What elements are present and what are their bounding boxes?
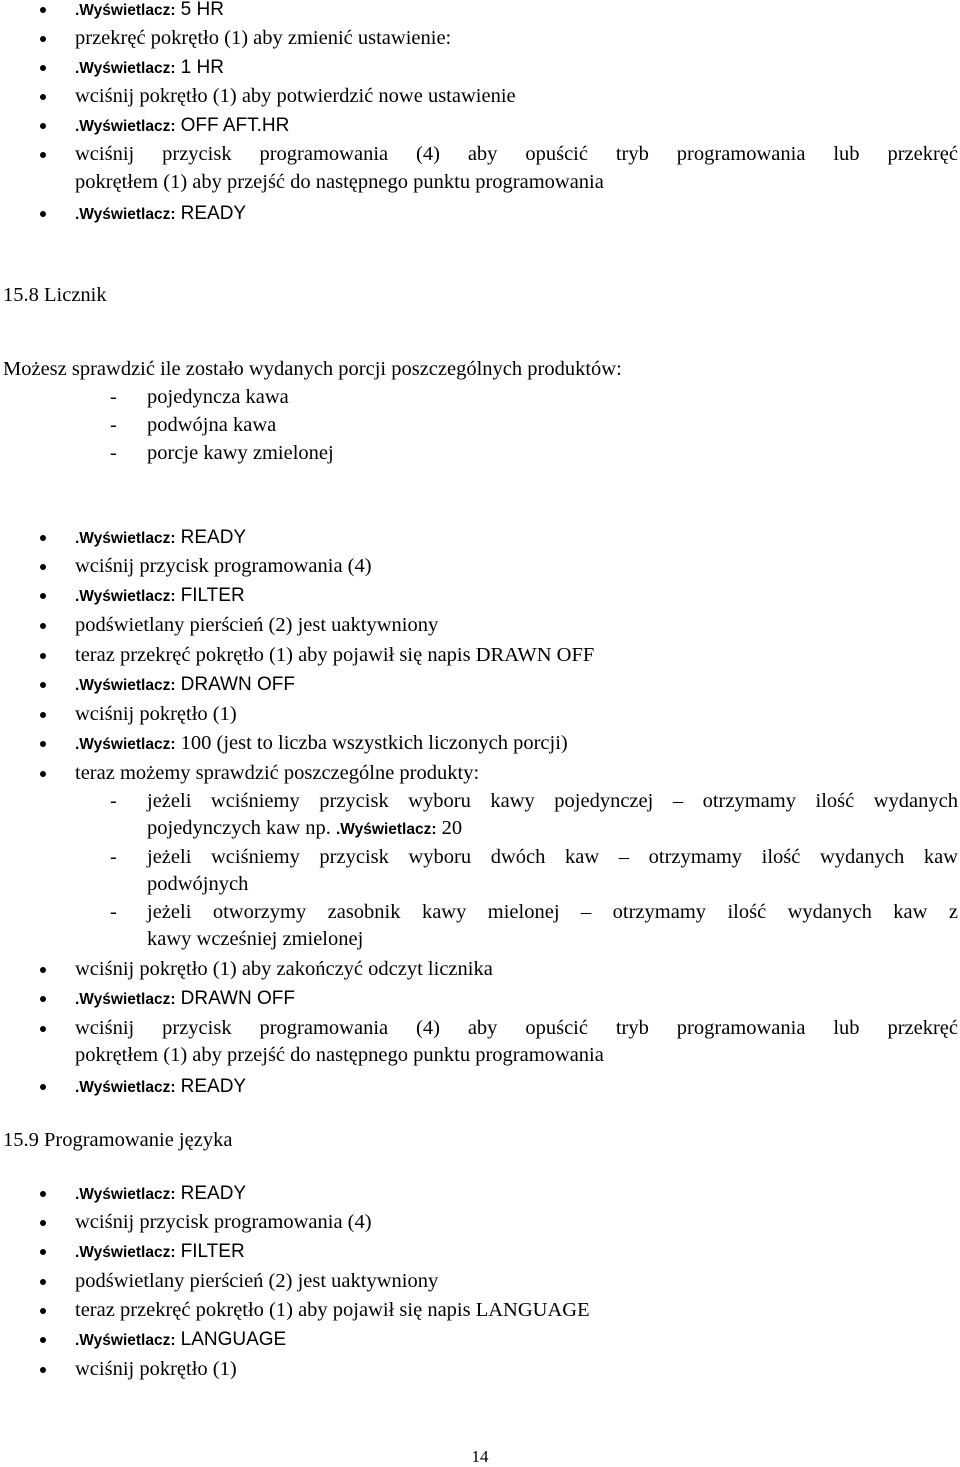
step-text: teraz możemy sprawdzić poszczególne produkty:	[75, 761, 960, 785]
step-display: .Wyświetlacz: READY	[75, 1074, 960, 1100]
bullet-icon	[40, 1191, 46, 1197]
bullet-icon	[40, 712, 46, 718]
bullet-icon	[40, 535, 46, 541]
step-text: teraz przekręć pokrętło (1) aby pojawił się napis DRAWN OFF	[75, 643, 960, 667]
step-text: wciśnij pokrętło (1)	[75, 1357, 960, 1381]
bullet-icon	[40, 564, 46, 570]
page-number: 14	[471, 1447, 489, 1466]
bullet-icon	[40, 967, 46, 973]
bullet-icon	[40, 123, 46, 129]
step-text: wciśnij pokrętło (1) aby potwierdzić nowe ustawienie	[75, 84, 960, 108]
step-text: wciśnij przycisk programowania (4)	[75, 1210, 960, 1234]
bullet-icon	[40, 152, 46, 158]
bullet-icon	[40, 996, 46, 1002]
bullet-icon	[40, 7, 46, 13]
bullet-icon	[40, 211, 46, 217]
step-text: wciśnij pokrętło (1)	[75, 702, 960, 726]
step-display: .Wyświetlacz: FILTER	[75, 583, 960, 609]
section-intro: Możesz sprawdzić ile zostało wydanych porcji poszczególnych produktów:	[3, 358, 622, 380]
step-text: przekręć pokrętło (1) aby zmienić ustawienie:	[75, 26, 960, 50]
bullet-icon	[40, 94, 46, 100]
step-text: wciśnij pokrętło (1) aby zakończyć odczyt licznika	[75, 957, 960, 981]
step-display: .Wyświetlacz: 1 HR	[75, 55, 960, 81]
section-heading: 15.9 Programowanie języka	[3, 1129, 233, 1151]
step-display: .Wyświetlacz: LANGUAGE	[75, 1327, 960, 1353]
bullet-icon	[40, 1279, 46, 1285]
step-display: .Wyświetlacz: FILTER	[75, 1239, 960, 1265]
step-text: podświetlany pierścień (2) jest uaktywniony	[75, 1269, 960, 1293]
bullet-icon	[40, 1367, 46, 1373]
bullet-icon	[40, 1249, 46, 1255]
bullet-icon	[40, 1084, 46, 1090]
step-text: wciśnij przycisk programowania (4) aby opuścić tryb programowania lub przekręć	[75, 1016, 958, 1040]
bullet-icon	[40, 1026, 46, 1032]
step-text: wciśnij przycisk programowania (4)	[75, 554, 960, 578]
step-display: .Wyświetlacz: READY	[75, 1181, 960, 1207]
bullet-icon	[40, 36, 46, 42]
bullet-icon	[40, 741, 46, 747]
step-display: .Wyświetlacz: 5 HR	[75, 0, 960, 23]
bullet-icon	[40, 682, 46, 688]
bullet-icon	[40, 65, 46, 71]
section-heading: 15.8 Licznik	[3, 284, 107, 306]
step-text: podświetlany pierścień (2) jest uaktywniony	[75, 613, 960, 637]
step-display: .Wyświetlacz: DRAWN OFF	[75, 672, 960, 698]
bullet-icon	[40, 623, 46, 629]
bullet-icon	[40, 1337, 46, 1343]
step-display: .Wyświetlacz: OFF AFT.HR	[75, 113, 960, 139]
bullet-icon	[40, 1220, 46, 1226]
step-text: wciśnij przycisk programowania (4) aby opuścić tryb programowania lub przekręć	[75, 142, 958, 166]
step-text: teraz przekręć pokrętło (1) aby pojawił się napis LANGUAGE	[75, 1298, 960, 1322]
step-display: .Wyświetlacz: READY	[75, 201, 960, 227]
step-text-continuation: pokrętłem (1) aby przejść do następnego punktu programowania	[75, 171, 604, 193]
bullet-icon	[40, 653, 46, 659]
step-text-continuation: pokrętłem (1) aby przejść do następnego punktu programowania	[75, 1044, 604, 1066]
step-display: .Wyświetlacz: DRAWN OFF	[75, 986, 960, 1012]
bullet-icon	[40, 593, 46, 599]
sub-item-continuation: pojedynczych kaw np. .Wyświetlacz: 20	[147, 817, 463, 839]
bullet-icon	[40, 1308, 46, 1314]
bullet-icon	[40, 771, 46, 777]
step-display: .Wyświetlacz: READY	[75, 525, 960, 551]
step-display: .Wyświetlacz: 100 (jest to liczba wszystkich liczonych porcji)	[75, 731, 960, 757]
